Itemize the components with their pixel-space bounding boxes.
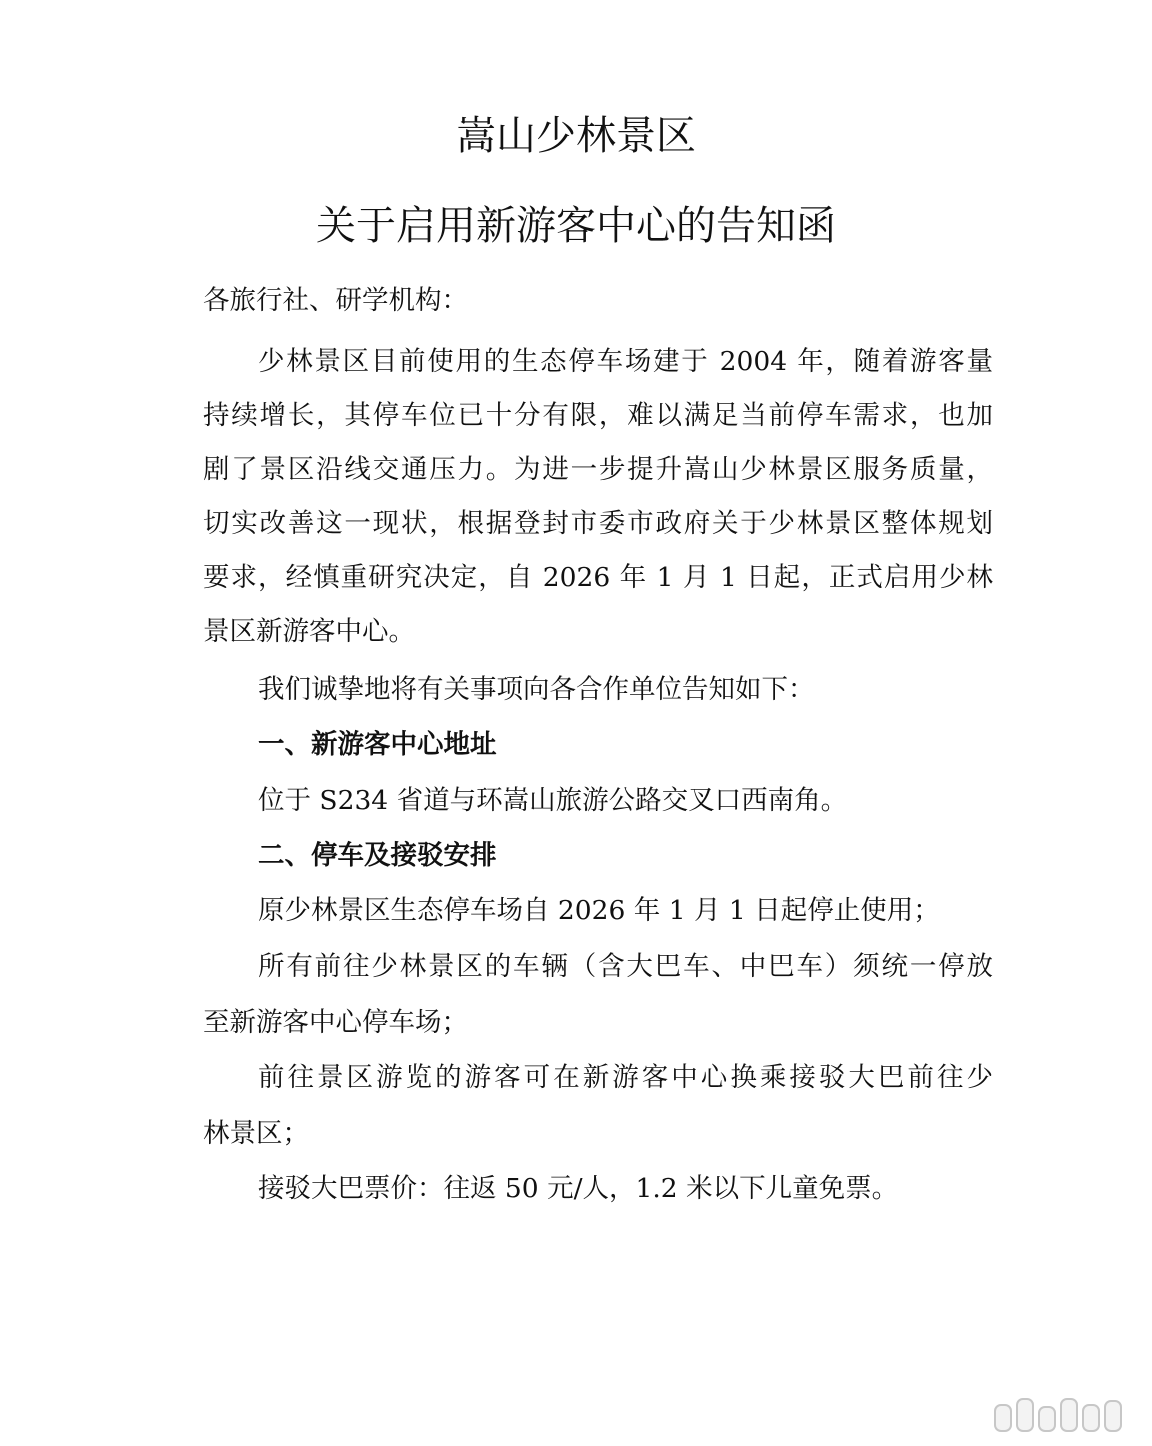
intro-line-6: 景区新游客中心。 — [203, 616, 415, 647]
section-2-line-5: 林景区； — [203, 1118, 309, 1149]
intro-line-5: 要求，经慎重研究决定，自 2026 年 1 月 1 日起，正式启用少林 — [203, 562, 993, 593]
document-title-line-1: 嵩山少林景区 — [456, 113, 696, 159]
salutation: 各旅行社、研学机构： — [203, 285, 468, 316]
section-1-text: 位于 S234 省道与环嵩山旅游公路交叉口西南角。 — [258, 785, 848, 816]
notice-line: 我们诚挚地将有关事项向各合作单位告知如下： — [258, 674, 815, 705]
document-title-line-2: 关于启用新游客中心的告知函 — [316, 203, 836, 249]
section-2-line-2: 所有前往少林景区的车辆（含大巴车、中巴车）须统一停放 — [258, 951, 993, 982]
intro-line-2: 持续增长，其停车位已十分有限，难以满足当前停车需求，也加 — [203, 400, 993, 431]
section-2-line-4: 前往景区游览的游客可在新游客中心换乘接驳大巴前往少 — [258, 1062, 993, 1093]
intro-line-3: 剧了景区沿线交通压力。为进一步提升嵩山少林景区服务质量， — [203, 454, 993, 485]
section-1-heading: 一、新游客中心地址 — [258, 729, 497, 760]
section-2-line-6: 接驳大巴票价：往返 50 元/人，1.2 米以下儿童免票。 — [258, 1173, 899, 1204]
intro-line-4: 切实改善这一现状，根据登封市委市政府关于少林景区整体规划 — [203, 508, 993, 539]
section-2-line-1: 原少林景区生态停车场自 2026 年 1 月 1 日起停止使用； — [258, 895, 940, 926]
intro-line-1: 少林景区目前使用的生态停车场建于 2004 年，随着游客量 — [258, 346, 993, 377]
platform-watermark-icon — [994, 1398, 1126, 1432]
section-2-heading: 二、停车及接驳安排 — [258, 840, 497, 871]
section-2-line-3: 至新游客中心停车场； — [203, 1007, 468, 1038]
